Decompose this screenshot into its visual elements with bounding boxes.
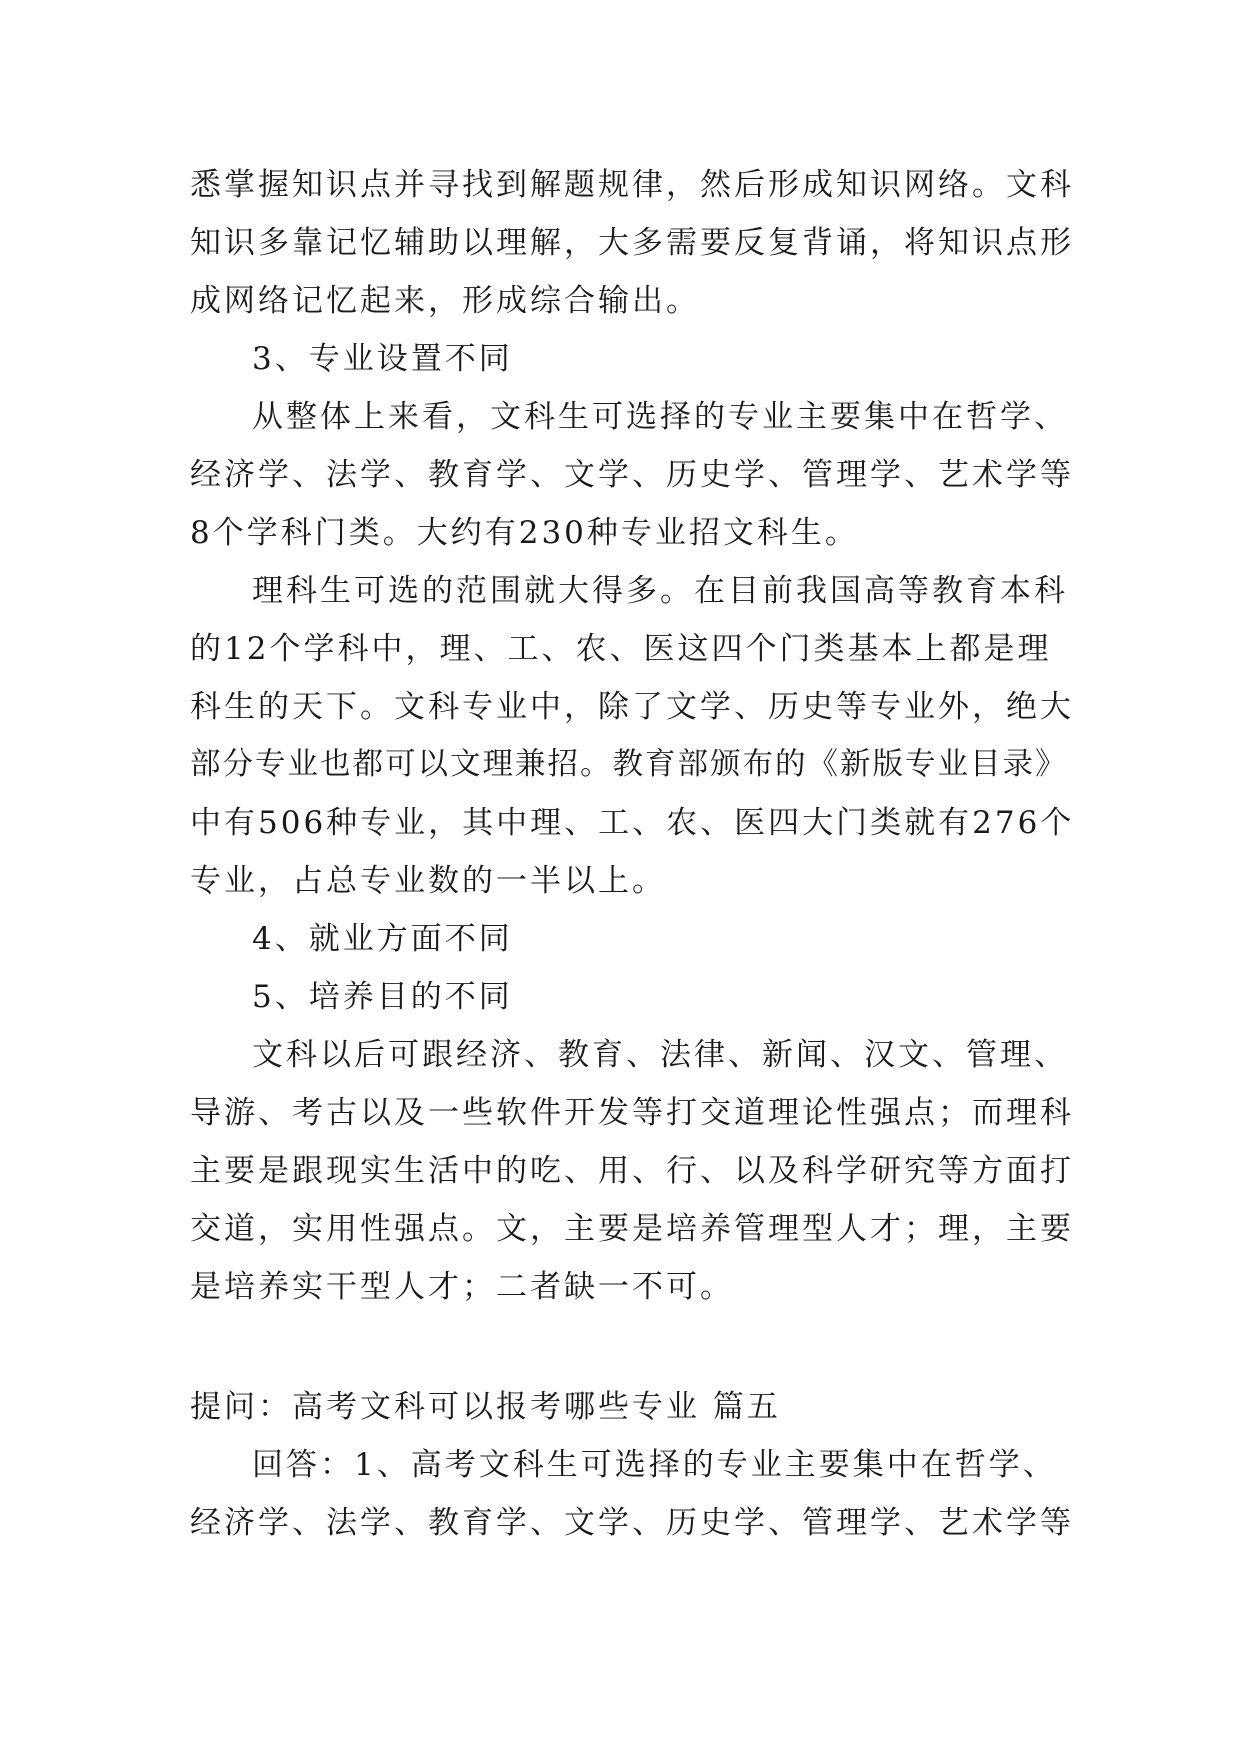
paragraph-line: 从整体上来看，文科生可选择的专业主要集中在哲学、 bbox=[252, 399, 1068, 435]
paragraph-line: 是培养实干型人才；二者缺一不可。 bbox=[190, 1269, 734, 1305]
paragraph-line: 专业，占总专业数的一半以上。 bbox=[190, 863, 666, 899]
paragraph-line: 科生的天下。文科专业中，除了文学、历史等专业外，绝大 bbox=[190, 689, 1074, 725]
paragraph-line: 回答：1、高考文科生可选择的专业主要集中在哲学、 bbox=[252, 1447, 1057, 1483]
paragraph-line: 的12个学科中，理、工、农、医这四个门类基本上都是理 bbox=[190, 631, 1052, 667]
paragraph-line: 导游、考古以及一些软件开发等打交道理论性强点；而理科 bbox=[190, 1095, 1074, 1131]
section-heading: 5、培养目的不同 bbox=[252, 979, 513, 1015]
paragraph-line: 8个学科门类。大约有230种专业招文科生。 bbox=[190, 515, 859, 551]
paragraph-line: 主要是跟现实生活中的吃、用、行、以及科学研究等方面打 bbox=[190, 1153, 1074, 1189]
paragraph-line: 经济学、法学、教育学、文学、历史学、管理学、艺术学等 bbox=[190, 1505, 1074, 1541]
section-heading: 4、就业方面不同 bbox=[252, 921, 513, 957]
paragraph-line: 悉掌握知识点并寻找到解题规律，然后形成知识网络。文科 bbox=[190, 167, 1074, 203]
paragraph-line: 部分专业也都可以文理兼招。教育部颁布的《新版专业目录》 bbox=[190, 747, 1068, 782]
paragraph-line: 理科生可选的范围就大得多。在目前我国高等教育本科 bbox=[252, 573, 1068, 609]
question-heading: 提问：高考文科可以报考哪些专业 篇五 bbox=[190, 1389, 781, 1425]
paragraph-line: 文科以后可跟经济、教育、法律、新闻、汉文、管理、 bbox=[252, 1037, 1068, 1073]
paragraph-line: 成网络记忆起来，形成综合输出。 bbox=[190, 283, 700, 319]
paragraph-line: 交道，实用性强点。文，主要是培养管理型人才；理，主要 bbox=[190, 1211, 1074, 1247]
paragraph-line: 中有506种专业，其中理、工、农、医四大门类就有276个 bbox=[190, 805, 1075, 841]
paragraph-line: 经济学、法学、教育学、文学、历史学、管理学、艺术学等 bbox=[190, 457, 1074, 493]
section-heading: 3、专业设置不同 bbox=[252, 341, 513, 377]
paragraph-line: 知识多靠记忆辅助以理解，大多需要反复背诵，将知识点形 bbox=[190, 225, 1074, 261]
